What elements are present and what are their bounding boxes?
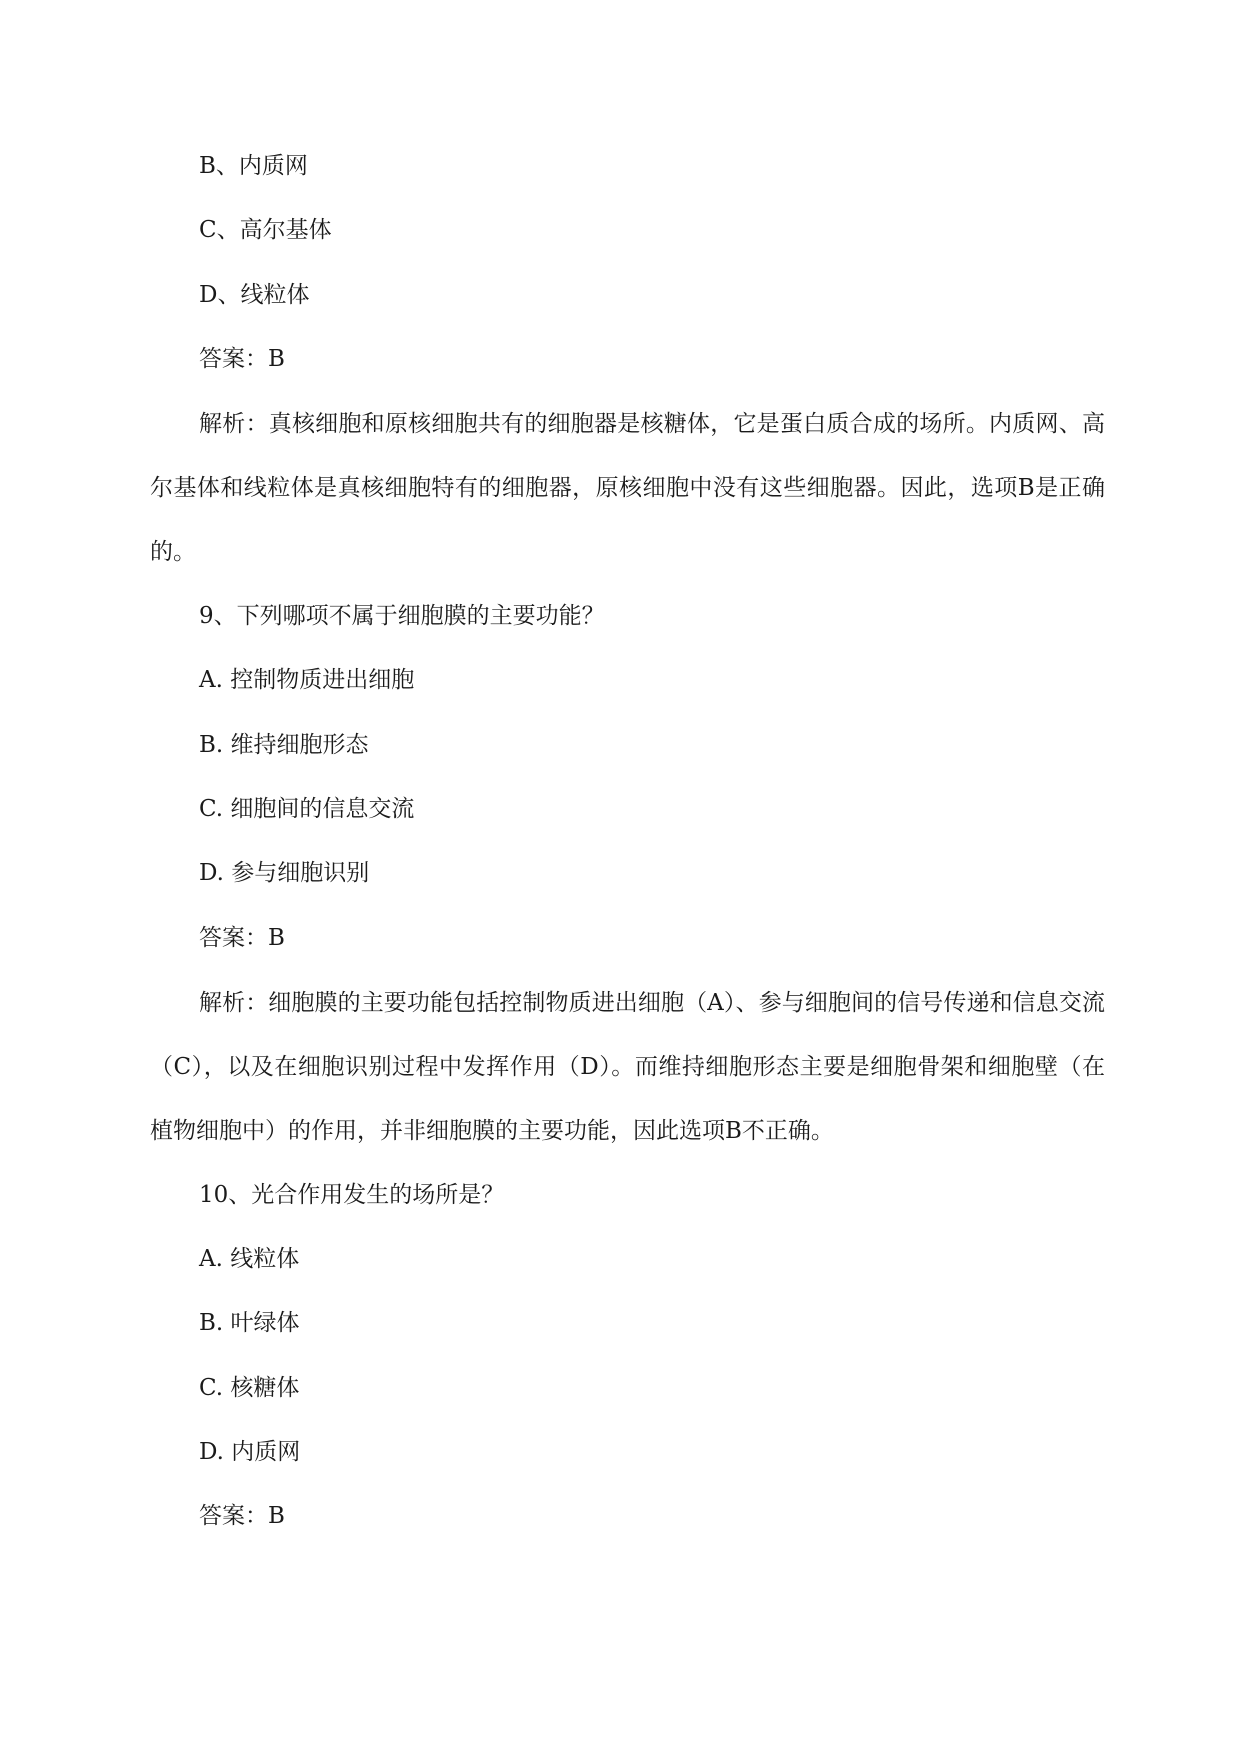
q9-question: 9、下列哪项不属于细胞膜的主要功能？ <box>199 603 605 629</box>
q9-option-a: A. 控制物质进出细胞 <box>199 667 415 693</box>
q9-analysis: 解析：细胞膜的主要功能包括控制物质进出细胞（A）、参与细胞间的信号传递和信息交流（C），以及在细胞识别过程中发挥作用（D）。而维持细胞形态主要是细胞骨架和细胞壁（在植物细胞中）的作用，并非细胞膜的主要功能，因此选项B不正确。 <box>150 990 1105 1144</box>
q10-question: 10、光合作用发生的场所是？ <box>199 1182 505 1208</box>
q10-answer: 答案：B <box>199 1503 285 1529</box>
q9-option-b: B. 维持细胞形态 <box>199 732 369 758</box>
q9-answer: 答案：B <box>199 925 285 951</box>
q8-option-d: D、线粒体 <box>199 282 310 308</box>
q8-option-b: B、内质网 <box>199 153 308 179</box>
q10-option-c: C. 核糖体 <box>199 1375 300 1401</box>
q8-analysis: 解析：真核细胞和原核细胞共有的细胞器是核糖体，它是蛋白质合成的场所。内质网、高尔基体和线粒体是真核细胞特有的细胞器，原核细胞中没有这些细胞器。因此，选项B是正确的。 <box>150 411 1105 565</box>
q9-option-d: D. 参与细胞识别 <box>199 860 370 886</box>
q8-answer: 答案：B <box>199 346 285 372</box>
q10-option-a: A. 线粒体 <box>199 1246 300 1272</box>
q9-option-c: C. 细胞间的信息交流 <box>199 796 415 822</box>
q8-option-c: C、高尔基体 <box>199 217 332 243</box>
q10-option-b: B. 叶绿体 <box>199 1310 300 1336</box>
q10-option-d: D. 内质网 <box>199 1439 301 1465</box>
